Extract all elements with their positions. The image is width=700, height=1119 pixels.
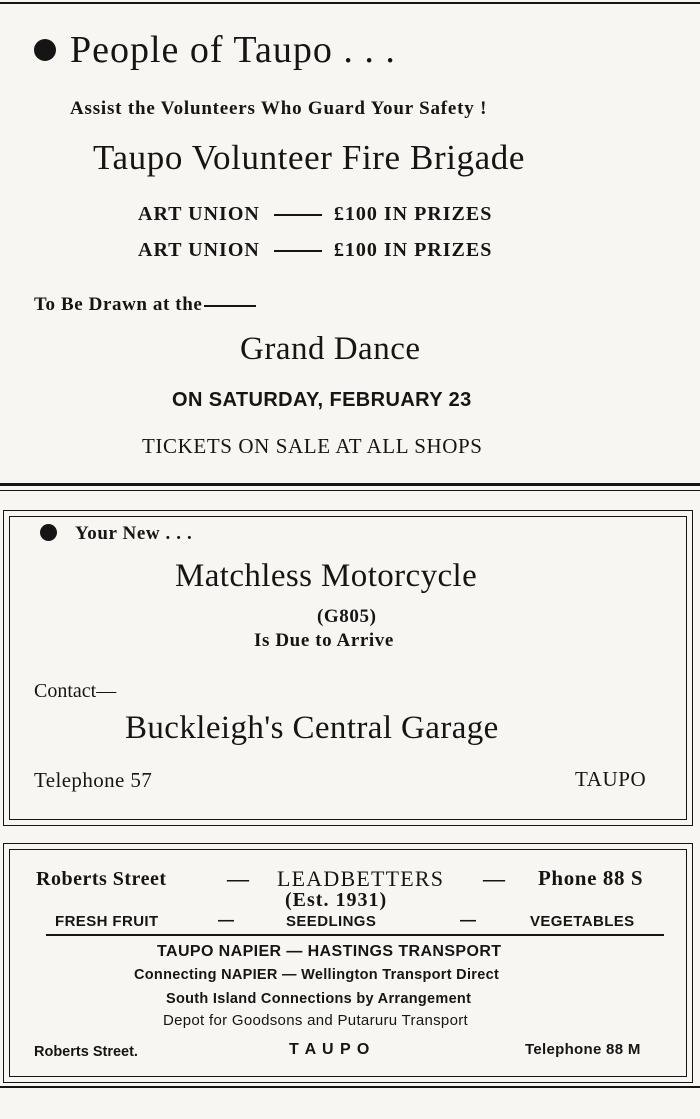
ad1-headline	[34, 28, 396, 72]
art-union-line-1	[138, 203, 492, 226]
event-name: Grand Dance	[240, 331, 421, 367]
transport-depot: Depot for Goodsons and Putaruru Transport	[163, 1012, 468, 1029]
transport-south-island: South Island Connections by Arrangement	[166, 991, 472, 1007]
event-date: ON SATURDAY, FEBRUARY 23	[172, 389, 472, 411]
art-union-left-2: ART UNION	[138, 239, 260, 261]
garage-name: Buckleigh's Central Garage	[125, 710, 499, 746]
top-rule	[0, 2, 700, 4]
produce-seedlings: SEEDLINGS	[286, 913, 377, 930]
ad1-organisation: Taupo Volunteer Fire Brigade	[93, 138, 525, 177]
footer-town: T A U P O	[289, 1041, 371, 1058]
art-union-left-1: ART UNION	[138, 203, 260, 225]
produce-fresh-fruit: FRESH FRUIT	[55, 913, 159, 930]
garage-town: TAUPO	[575, 767, 647, 791]
ad3-dash-2: —	[483, 866, 505, 891]
drawn-at-line	[34, 294, 256, 316]
contact-label: Contact—	[34, 680, 117, 702]
drawn-at-rule	[204, 305, 256, 307]
produce-dash-1: —	[218, 912, 234, 929]
ad1-subheading: Assist the Volunteers Who Guard Your Safety !	[70, 98, 488, 119]
separator-1-thin	[0, 490, 700, 491]
footer-street: Roberts Street.	[34, 1044, 138, 1060]
drawn-at-text: To Be Drawn at the	[34, 294, 203, 315]
bullet-icon	[34, 39, 56, 61]
bottom-rule	[0, 1086, 700, 1088]
ad3-phone: Phone 88 S	[538, 866, 644, 890]
product-name: Matchless Motorcycle	[175, 558, 478, 594]
separator-1	[0, 483, 700, 486]
ad1-headline-text: People of Taupo . . .	[70, 29, 396, 71]
ad3-established: (Est. 1931)	[285, 889, 388, 911]
ad3-divider	[46, 934, 664, 936]
ad3-business: LEADBETTERS	[277, 866, 445, 891]
footer-phone: Telephone 88 M	[525, 1041, 641, 1058]
art-union-right-2: £100 IN PRIZES	[333, 239, 493, 261]
ad2-lead-text: Your New . . .	[75, 523, 193, 544]
bullet-icon	[40, 524, 57, 541]
product-model: (G805)	[317, 606, 377, 627]
transport-connecting: Connecting NAPIER — Wellington Transport Direct	[134, 967, 500, 983]
art-union-line-2	[138, 239, 492, 262]
ad3-dash-1: —	[227, 866, 249, 891]
dash-rule-2	[274, 250, 322, 252]
art-union-right-1: £100 IN PRIZES	[333, 203, 493, 225]
produce-vegetables: VEGETABLES	[530, 913, 635, 930]
arrival-note: Is Due to Arrive	[254, 630, 394, 651]
transport-heading: TAUPO NAPIER — HASTINGS TRANSPORT	[157, 943, 502, 960]
garage-telephone: Telephone 57	[34, 768, 153, 792]
produce-dash-2: —	[460, 912, 476, 929]
ad2-lead	[40, 523, 192, 545]
dash-rule-1	[274, 214, 322, 216]
ad3-street: Roberts Street	[36, 868, 167, 890]
tickets-info: TICKETS ON SALE AT ALL SHOPS	[142, 434, 483, 458]
